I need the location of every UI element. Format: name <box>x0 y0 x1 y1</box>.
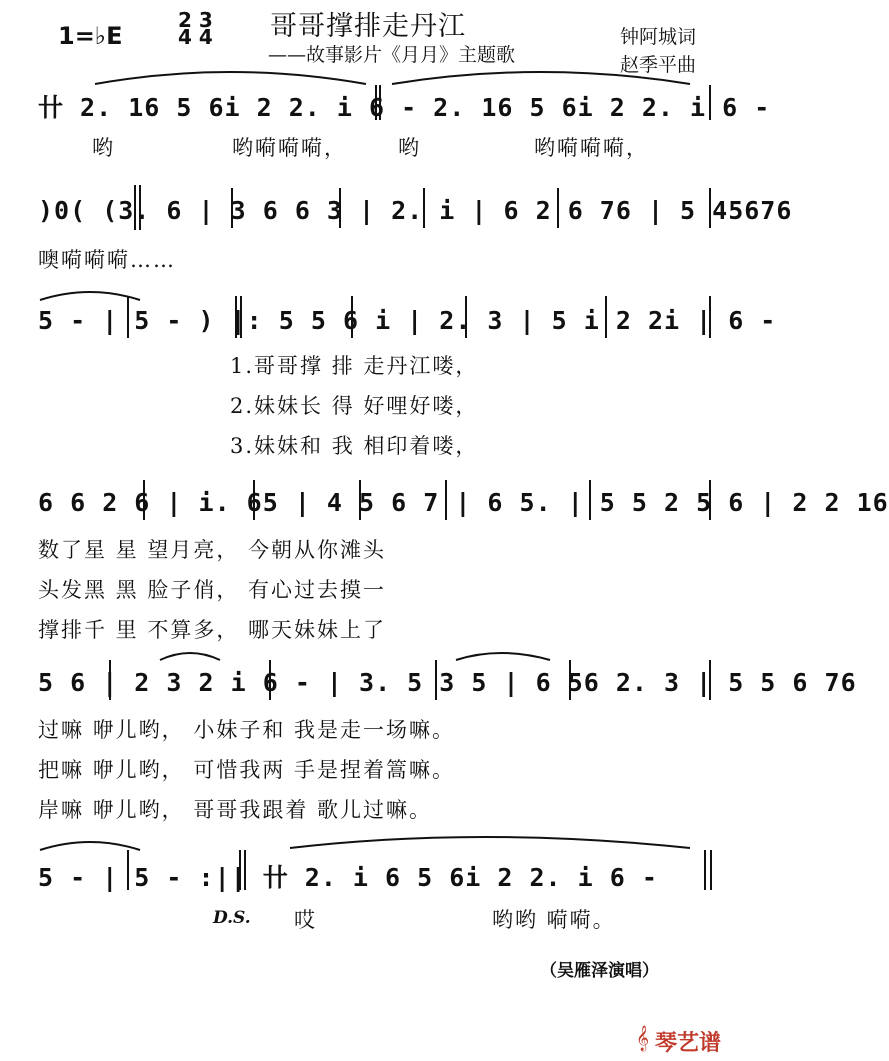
composer-credit: 赵季平曲 <box>620 54 697 76</box>
song-subtitle: ——故事影片《月月》主题歌 <box>268 44 516 66</box>
system-1-lyric-4: 哟嗬嗬嗬， <box>534 136 649 160</box>
system-1-lyric-2: 哟嗬嗬嗬， <box>232 136 347 160</box>
song-title: 哥哥撑排走丹江 <box>270 11 466 42</box>
system-2-notes: )0( (3. 6 | 3 6 6 3 | 2. i | 6 2 6 76 | 5 45676 <box>38 196 793 225</box>
system-3-lyric-3: 3.妹妹和 我 相印着喽， <box>230 434 479 458</box>
system-6-lyric-1: 哎 <box>294 908 317 932</box>
system-5-notes: 5 6 | 2 3 2 i 6 - | 3. 5 3 5 | 6 56 2. 3 | 5 5 6 76 <box>38 668 857 697</box>
system-1-notes: 卄 2. 16 5 6i 2 2. i 6 - 2. 16 5 6i 2 2. i 6 - <box>38 93 771 122</box>
performer-credit: （吴雁泽演唱） <box>540 961 659 981</box>
system-4-lyric-2: 头发黑 黑 脸子俏， 有心过去摸一 <box>38 578 387 602</box>
system-5-lyric-1: 过嘛 咿儿哟， 小妹子和 我是走一场嘛。 <box>38 718 456 742</box>
system-4-notes: 6 6 2 6 | i. 65 | 4 5 6 7 | 6 5. | 5 5 2 5 6 | 2 2 16 <box>38 488 889 517</box>
dal-segno-mark: D.S. <box>213 908 251 928</box>
lyricist-credit: 钟阿城词 <box>620 26 697 48</box>
watermark-text: 琴艺谱 <box>655 1031 722 1056</box>
system-2-lyric-1: 噢嗬嗬嗬…… <box>38 248 176 272</box>
key-signature: 1=♭E <box>58 22 123 50</box>
system-3-lyric-2: 2.妹妹长 得 好哩好喽， <box>230 394 479 418</box>
system-3-notes: 5 - | 5 - ) |: 5 5 6 i | 2. 3 | 5 i 2 2i | 6 - <box>38 306 777 335</box>
system-3-lyric-1: 1.哥哥撑 排 走丹江喽， <box>230 354 479 378</box>
system-5-lyric-2: 把嘛 咿儿哟， 可惜我两 手是捏着篙嘛。 <box>38 758 456 782</box>
system-4-lyric-1: 数了星 星 望月亮， 今朝从你滩头 <box>38 538 387 562</box>
system-5-lyric-3: 岸嘛 咿儿哟， 哥哥我跟着 歌儿过嘛。 <box>38 798 433 822</box>
system-1-lyric-1: 哟 <box>92 136 115 160</box>
system-6-notes: 5 - | 5 - :|| 卄 2. i 6 5 6i 2 2. i 6 - <box>38 863 658 892</box>
system-4-lyric-3: 撑排千 里 不算多， 哪天妹妹上了 <box>38 618 387 642</box>
meter-bottom: 4 4 <box>178 25 213 49</box>
system-1-lyric-3: 哟 <box>398 136 421 160</box>
watermark-logo-icon: 𝄞 <box>636 1026 650 1051</box>
meter-top: 2 3 <box>178 8 213 32</box>
system-6-lyric-2: 哟哟 嗬嗬。 <box>492 908 616 932</box>
